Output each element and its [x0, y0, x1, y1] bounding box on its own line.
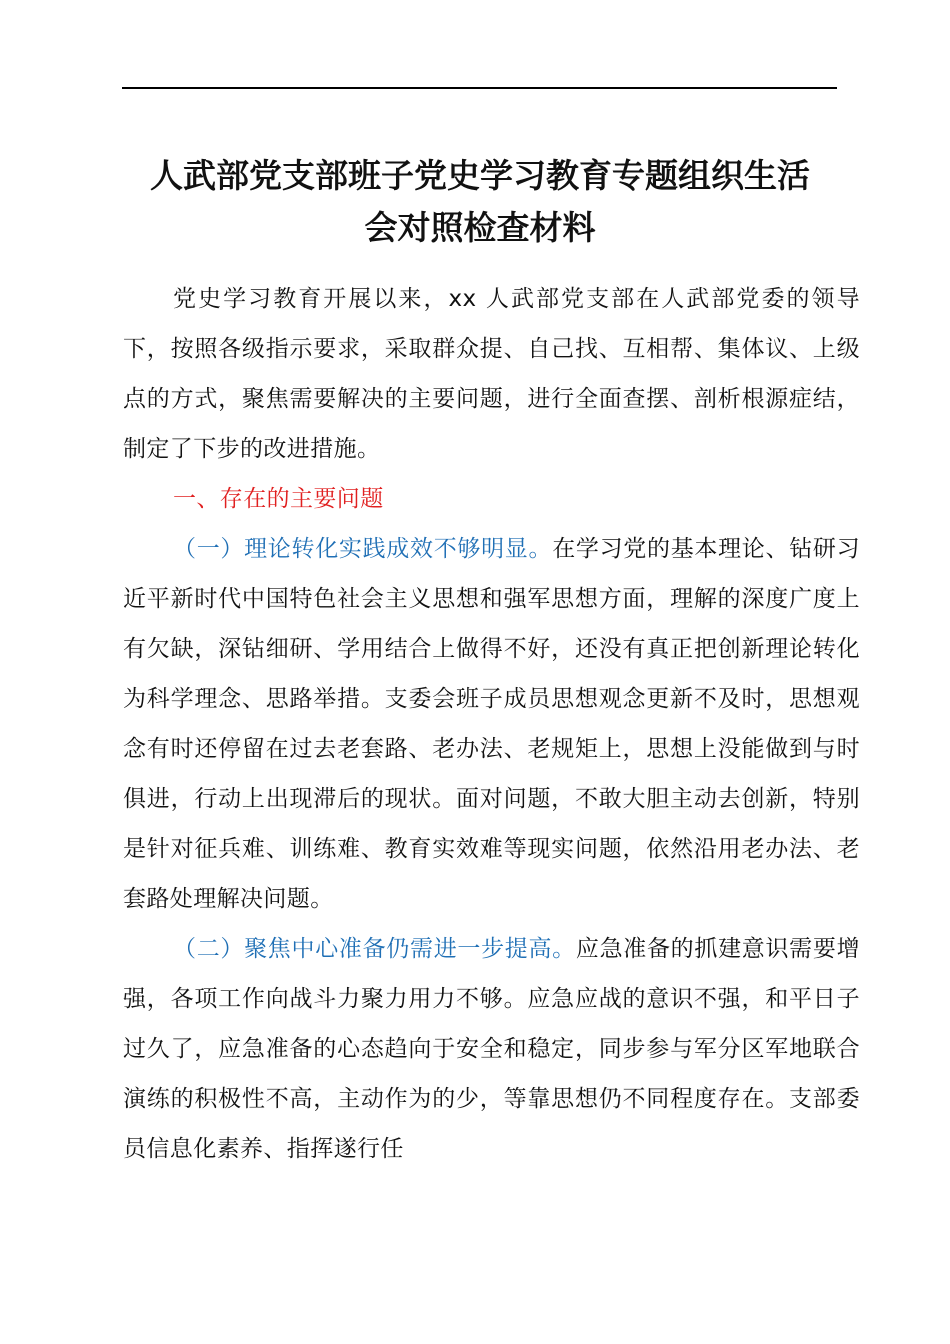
header-rule — [122, 87, 837, 89]
document-title — [110, 150, 850, 254]
section-heading-1: 一、存在的主要问题 — [173, 486, 384, 512]
intro-paragraph: 党史学习教育开展以来，xx 人武部党支部在人武部党委的领导下，按照各级指示要求，采取群众提、自己找、互相帮、集体议、上级点的方式，聚焦需要解决的主要问题，进行全面查摆、剖析根源症结，制定了下步的改进措施。 — [123, 286, 860, 462]
item-text-1: 在学习党的基本理论、钻研习近平新时代中国特色社会主义思想和强军思想方面，理解的深度广度上有欠缺，深钻细研、学用结合上做得不好，还没有真正把创新理论转化为科学理念、思路举措。支委会班子成员思想观念更新不及时，思想观念有时还停留在过去老套路、老办法、老规矩上，思想上没能做到与时俱进，行动上出现滞后的现状。面对问题，不敢大胆主动去创新，特别是针对征兵难、训练难、教育实效难等现实问题，依然沿用老办法、老套路处理解决问题。 — [123, 536, 860, 912]
title-line-2: 会对照检查材料 — [364, 208, 596, 247]
item-paragraph-2 — [123, 924, 860, 1174]
document-body — [123, 274, 860, 1174]
item-text-2: 应急准备的抓建意识需要增强，各项工作向战斗力聚力用力不够。应急应战的意识不强，和平日子过久了，应急准备的心态趋向于安全和稳定，同步参与军分区军地联合演练的积极性不高，主动作为的少，等靠思想仍不同程度存在。支部委员信息化素养、指挥遂行任 — [123, 936, 860, 1162]
item-heading-1: （一）理论转化实践成效不够明显。 — [173, 536, 553, 562]
item-heading-2: （二）聚焦中心准备仍需进一步提高。 — [173, 936, 576, 962]
item-paragraph-1 — [123, 524, 860, 924]
title-line-1: 人武部党支部班子党史学习教育专题组织生活 — [150, 156, 810, 195]
